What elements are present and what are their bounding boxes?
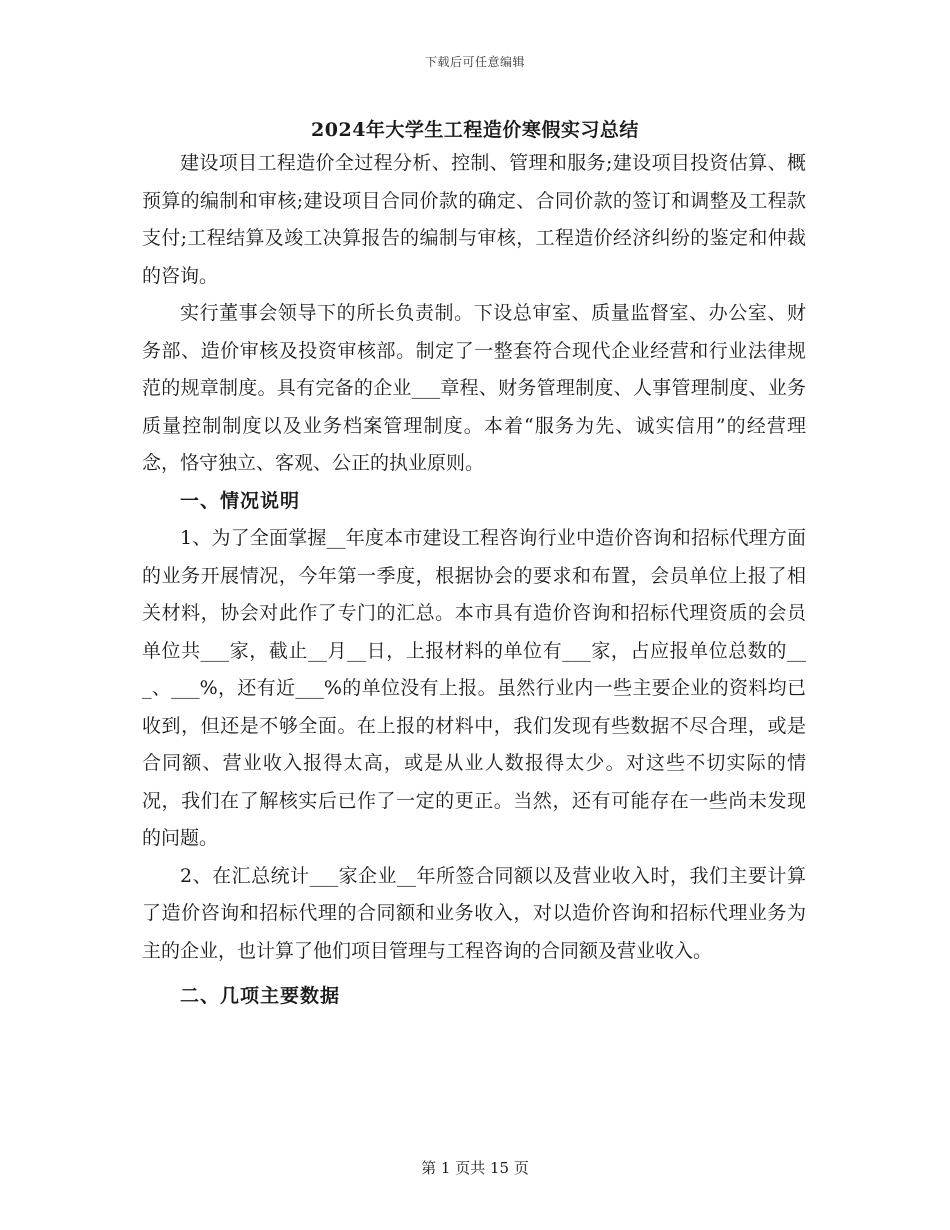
paragraph-management: 实行董事会领导下的所长负责制。下设总审室、质量监督室、办公室、财务部、造价审核及投资审核部。制定了一整套符合现代企业经营和行业法律规范的规章制度。具有完备的企业___章程、财务管理制度、人事管理制度、业务质量控制制度以及业务档案管理制度。本着“服务为先、诚实信用”的经营理念，恪守独立、客观、公正的执业原则。 [142, 302, 806, 474]
section-heading-key-data: 二、几项主要数据 [180, 985, 341, 1007]
section-heading-situation: 一、情况说明 [180, 489, 301, 512]
page-number: 第 1 页共 15 页 [421, 1159, 529, 1177]
header-note: 下载后可任意编辑 [424, 55, 525, 69]
document-body [142, 145, 806, 1016]
paragraph-scope: 建设项目工程造价全过程分析、控制、管理和服务;建设项目投资估算、概预算的编制和审核;建设项目合同价款的确定、合同价款的签订和调整及工程款支付;工程结算及竣工决算报告的编制与审核，工程造价经济纠纷的鉴定和仲裁的咨询。 [142, 152, 806, 287]
paragraph-situation-2: 2、在汇总统计___家企业__年所签合同额以及营业收入时，我们主要计算了造价咨询和招标代理的合同额和业务收入，对以造价咨询和招标代理业务为主的企业，也计算了他们项目管理与工程咨询的合同额及营业收入。 [142, 864, 806, 962]
document-title: 2024年大学生工程造价寒假实习总结 [311, 119, 639, 141]
paragraph-situation-1: 1、为了全面掌握__年度本市建设工程咨询行业中造价咨询和招标代理方面的业务开展情况，今年第一季度，根据协会的要求和布置，会员单位上报了相关材料，协会对此作了专门的汇总。本市具有造价咨询和招标代理资质的会员单位共___家，截止__月__日，上报材料的单位有___家，占应报单位总数的___、___%，还有近___%的单位没有上报。虽然行业内一些主要企业的资料均已收到，但还是不够全面。在上报的材料中，我们发现有些数据不尽合理，或是合同额、营业收入报得太高，或是从业人数报得太少。对这些不切实际的情况，我们在了解核实后已作了一定的更正。当然，还有可能存在一些尚未发现的问题。 [142, 527, 806, 849]
